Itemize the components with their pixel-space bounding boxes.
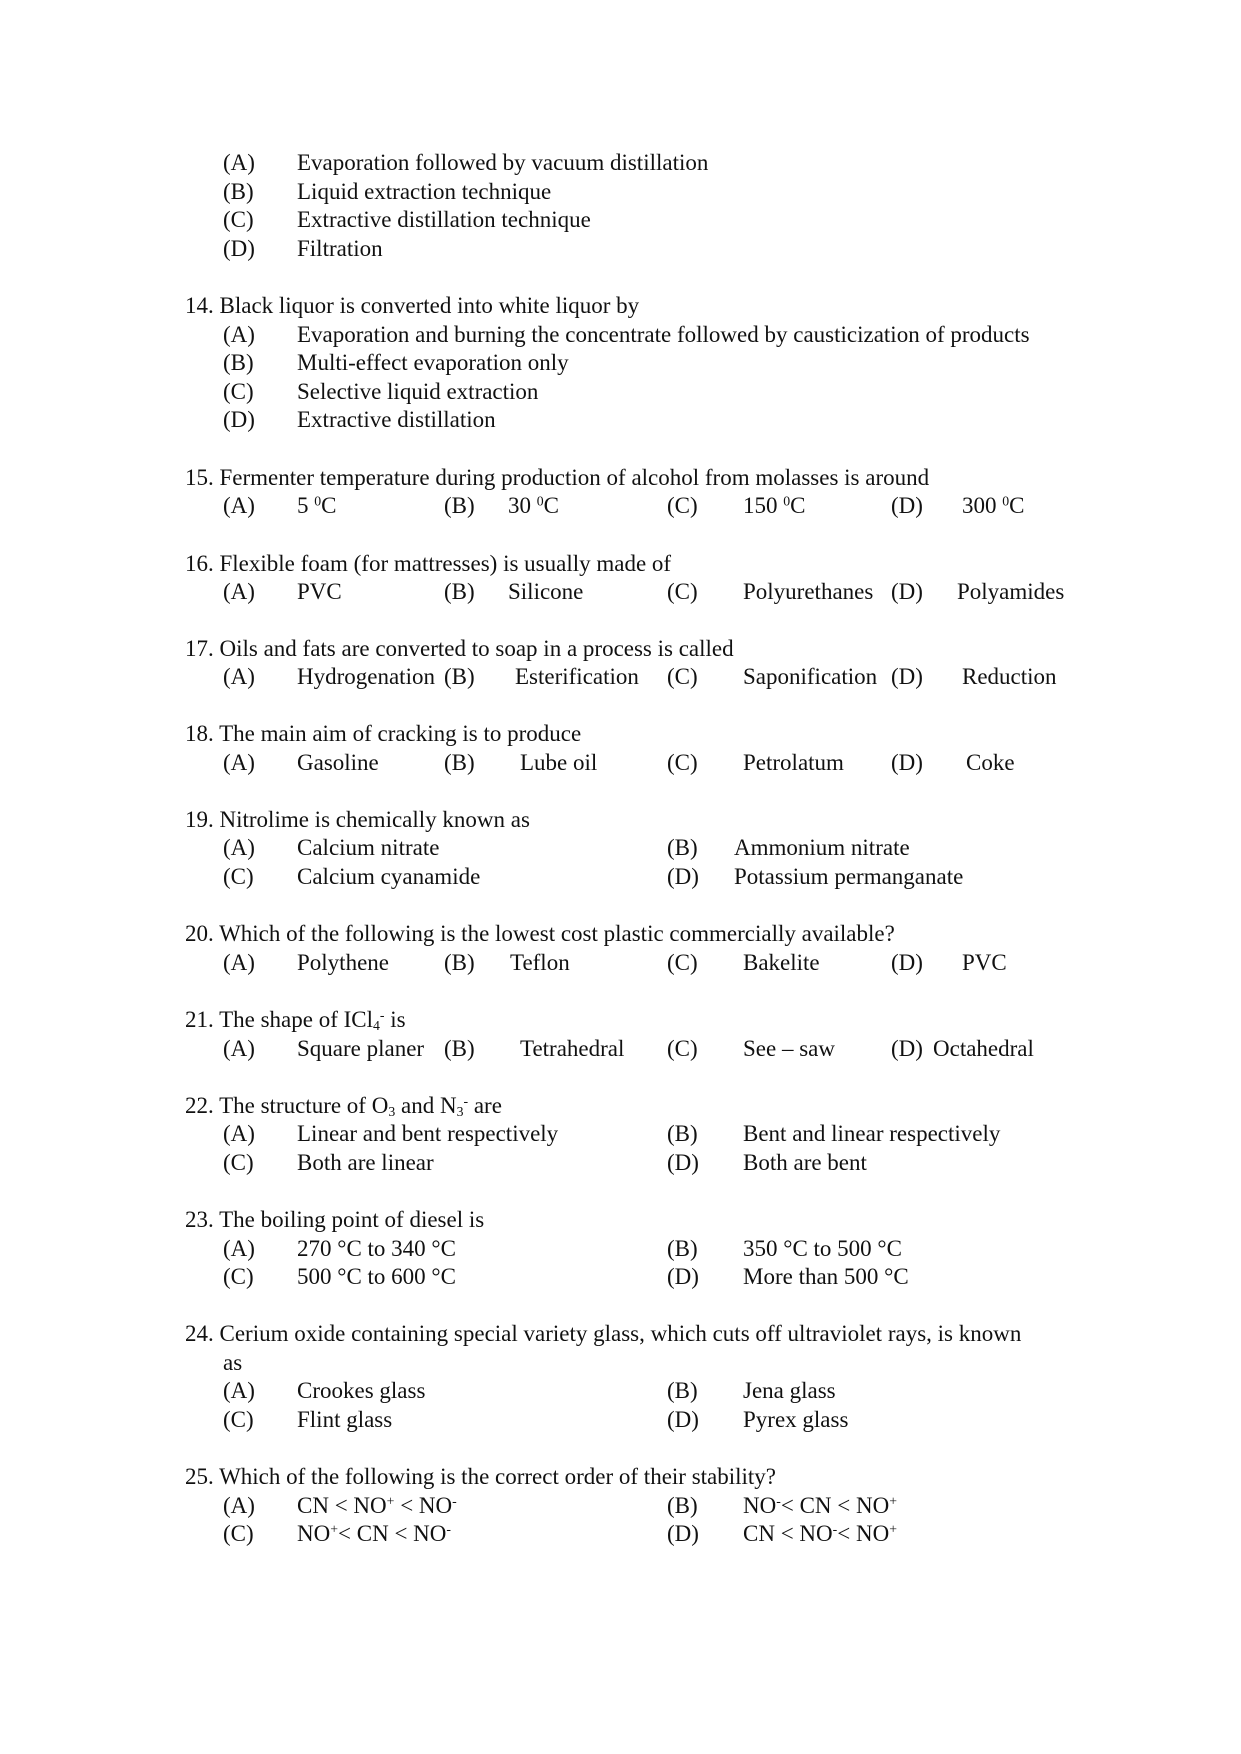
option-label: (C) <box>223 1521 254 1546</box>
option-text: Multi-effect evaporation only <box>297 350 569 375</box>
option-label: (A) <box>223 1236 255 1261</box>
option-text: Liquid extraction technique <box>297 179 552 204</box>
option-label: (B) <box>223 179 254 204</box>
option-text: Linear and bent respectively <box>297 1121 559 1146</box>
question-stem: 21. The shape of ICl$_4$- is <box>185 1007 406 1033</box>
option-label: (B) <box>444 950 475 975</box>
option-label: (A) <box>223 750 255 775</box>
option-text: Evaporation and burning the concentrate followed by causticization of products <box>297 322 1030 347</box>
option-label: (D) <box>667 1264 699 1289</box>
option-text: Extractive distillation <box>297 407 496 432</box>
option-label: (D) <box>891 579 923 604</box>
option-text: Gasoline <box>297 750 379 775</box>
option-label: (C) <box>667 750 698 775</box>
option-label: (D) <box>891 950 923 975</box>
option-text: 300 $^0$C <box>962 493 1025 518</box>
option-text: Ammonium nitrate <box>734 835 910 860</box>
option-text: 270 °C to 340 °C <box>297 1236 456 1261</box>
option-text: Jena glass <box>743 1378 836 1403</box>
question-stem: 23. The boiling point of diesel is <box>185 1207 485 1232</box>
option-text: Pyrex glass <box>743 1407 849 1432</box>
option-text: NO-< CN < NO+ <box>743 1493 897 1518</box>
option-text: Saponification <box>743 664 878 689</box>
option-text: Flint glass <box>297 1407 393 1432</box>
option-text: Extractive distillation technique <box>297 207 591 232</box>
option-label: (B) <box>444 750 475 775</box>
option-label: (B) <box>667 835 698 860</box>
option-text: Polyurethanes <box>743 579 874 604</box>
option-label: (B) <box>444 664 475 689</box>
option-label: (D) <box>667 864 699 889</box>
option-label: (C) <box>223 1150 254 1175</box>
option-text: Lube oil <box>520 750 598 775</box>
option-label: (C) <box>223 379 254 404</box>
option-label: (B) <box>667 1378 698 1403</box>
option-text: Selective liquid extraction <box>297 379 539 404</box>
option-label: (B) <box>667 1236 698 1261</box>
option-text: More than 500 °C <box>743 1264 909 1289</box>
option-text: Bakelite <box>743 950 820 975</box>
option-label: (A) <box>223 150 255 175</box>
option-text: See – saw <box>743 1036 835 1061</box>
option-text: Esterification <box>515 664 639 689</box>
option-text: Evaporation followed by vacuum distillation <box>297 150 709 175</box>
option-label: (D) <box>667 1150 699 1175</box>
option-text: Polyamides <box>957 579 1065 604</box>
option-text: Bent and linear respectively <box>743 1121 1001 1146</box>
option-text: CN < NO-< NO+ <box>743 1521 897 1546</box>
question-stem: 14. Black liquor is converted into white liquor by <box>185 293 640 318</box>
option-text: Polythene <box>297 950 389 975</box>
question-stem: 16. Flexible foam (for mattresses) is usually made of <box>185 551 672 576</box>
option-label: (A) <box>223 579 255 604</box>
option-label: (C) <box>223 1407 254 1432</box>
option-label: (D) <box>667 1407 699 1432</box>
option-text: CN < NO+ < NO- <box>297 1493 457 1518</box>
option-label: (A) <box>223 950 255 975</box>
option-text: Crookes glass <box>297 1378 426 1403</box>
option-label: (D) <box>223 236 255 261</box>
option-label: (A) <box>223 664 255 689</box>
option-text: Potassium permanganate <box>734 864 964 889</box>
option-label: (C) <box>223 207 254 232</box>
option-text: Both are linear <box>297 1150 434 1175</box>
option-label: (D) <box>667 1521 699 1546</box>
option-label: (C) <box>667 579 698 604</box>
question-stem: 15. Fermenter temperature during production of alcohol from molasses is around <box>185 465 930 490</box>
option-text: Square planer <box>297 1036 425 1061</box>
option-label: (D) <box>891 1036 923 1061</box>
option-text: Hydrogenation <box>297 664 435 689</box>
option-label: (A) <box>223 1121 255 1146</box>
option-text: Tetrahedral <box>520 1036 625 1061</box>
option-text: 150 $^0$C <box>743 493 806 518</box>
option-label: (C) <box>667 1036 698 1061</box>
question-stem: 19. Nitrolime is chemically known as <box>185 807 530 832</box>
option-label: (A) <box>223 1378 255 1403</box>
option-label: (C) <box>223 864 254 889</box>
option-label: (B) <box>444 493 475 518</box>
option-label: (B) <box>667 1493 698 1518</box>
option-text: 30 $^0$C <box>508 493 559 518</box>
question-stem: 18. The main aim of cracking is to produce <box>185 721 582 746</box>
option-text: PVC <box>962 950 1007 975</box>
option-text: 5 $^0$C <box>297 493 337 518</box>
option-label: (D) <box>891 493 923 518</box>
option-text: Calcium nitrate <box>297 835 440 860</box>
question-stem: 22. The structure of $O_3$ and $N_3^-$ are <box>185 1093 502 1119</box>
option-label: (D) <box>891 664 923 689</box>
option-text: Silicone <box>508 579 584 604</box>
option-label: (C) <box>667 664 698 689</box>
option-label: (D) <box>891 750 923 775</box>
question-stem: 25. Which of the following is the correct order of their stability? <box>185 1464 777 1489</box>
option-text: 350 °C to 500 °C <box>743 1236 902 1261</box>
question-stem-continued: as <box>223 1350 243 1375</box>
option-label: (B) <box>444 1036 475 1061</box>
option-label: (C) <box>667 950 698 975</box>
option-label: (C) <box>667 493 698 518</box>
option-label: (D) <box>223 407 255 432</box>
option-text: Filtration <box>297 236 383 261</box>
option-text: Teflon <box>510 950 570 975</box>
option-label: (B) <box>223 350 254 375</box>
option-label: (B) <box>444 579 475 604</box>
option-label: (A) <box>223 493 255 518</box>
option-text: Both are bent <box>743 1150 867 1175</box>
question-stem: 24. Cerium oxide containing special variety glass, which cuts off ultraviolet rays, is known <box>185 1321 1022 1346</box>
option-text: Coke <box>966 750 1015 775</box>
question-stem: 17. Oils and fats are converted to soap in a process is called <box>185 636 734 661</box>
option-label: (A) <box>223 1493 255 1518</box>
option-text: Reduction <box>962 664 1057 689</box>
option-text: 500 °C to 600 °C <box>297 1264 456 1289</box>
option-label: (C) <box>223 1264 254 1289</box>
option-text: Petrolatum <box>743 750 844 775</box>
option-label: (A) <box>223 835 255 860</box>
option-text: Calcium cyanamide <box>297 864 481 889</box>
option-text: Octahedral <box>933 1036 1034 1061</box>
option-label: (A) <box>223 322 255 347</box>
option-label: (A) <box>223 1036 255 1061</box>
option-text: PVC <box>297 579 342 604</box>
option-text: NO+< CN < NO- <box>297 1521 451 1546</box>
question-stem: 20. Which of the following is the lowest cost plastic commercially available? <box>185 921 895 946</box>
option-label: (B) <box>667 1121 698 1146</box>
